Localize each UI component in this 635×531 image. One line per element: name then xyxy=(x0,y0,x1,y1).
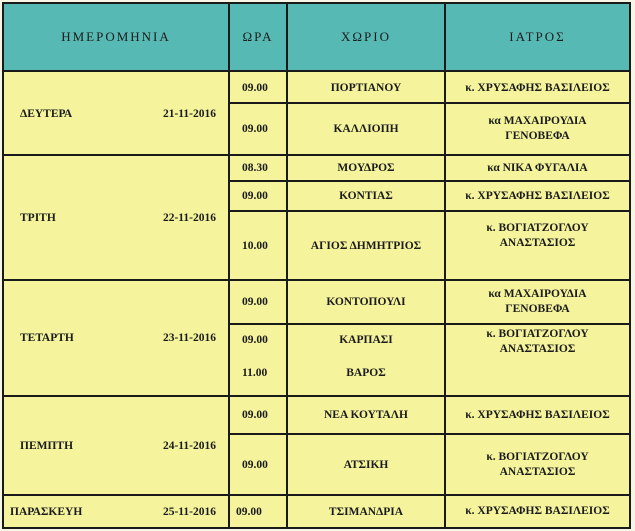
village-cell: ΒΑΡΟΣ xyxy=(346,367,386,379)
day-name: ΠΕΜΠΤΗ xyxy=(20,439,74,452)
time-cell: 09.00 xyxy=(242,458,268,471)
day-name: ΤΡΙΤΗ xyxy=(20,211,56,224)
header-date: ΗΜΕΡΟΜΗΝΙΑ xyxy=(61,29,171,44)
day-row xyxy=(4,156,228,279)
village-cell: ΚΑΡΠΑΣΙ xyxy=(339,334,393,346)
doctor-cell: κ. ΒΟΓΙΑΤΖΟΓΛΟΥ ΑΝΑΣΤΑΣΙΟΣ xyxy=(486,328,589,355)
table-header xyxy=(4,4,629,72)
village-cell: ΤΣΙΜΑΝΔΡΙΑ xyxy=(328,505,404,518)
village-cell: ΚΑΛΛΙΟΠΗ xyxy=(333,123,399,135)
doctor-cell: κ. ΧΡΥΣΑΦΗΣ ΒΑΣΙΛΕΙΟΣ xyxy=(465,505,610,517)
time-cell: 09.00 xyxy=(242,409,268,421)
village-cell: ΜΟΥΔΡΟΣ xyxy=(337,162,395,174)
day-date: 21-11-2016 xyxy=(162,108,216,120)
doctor-cell: κ. ΒΟΓΙΑΤΖΟΓΛΟΥ ΑΝΑΣΤΑΣΙΟΣ xyxy=(486,222,589,249)
header-village: ΧΩΡΙΟ xyxy=(341,29,391,44)
village-cell: ΑΤΣΙΚΗ xyxy=(343,458,389,471)
time-cell: 09.00 xyxy=(242,334,268,346)
doctor-cell: κ. ΧΡΥΣΑΦΗΣ ΒΑΣΙΛΕΙΟΣ xyxy=(465,189,610,202)
day-name: ΔΕΥΤΕΡΑ xyxy=(20,108,73,120)
village-cell: ΚΟΝΤΟΠΟΥΛΙ xyxy=(326,296,406,308)
day-date: 22-11-2016 xyxy=(162,211,216,224)
day-name: ΠΑΡΑΣΚΕΥΗ xyxy=(10,505,83,518)
day-row xyxy=(4,281,228,395)
doctor-cell: κα ΜΑΧΑΙΡΟΥΔΙΑ ΓΕΝΟΒΕΦΑ xyxy=(488,288,587,315)
time-cell: 09.00 xyxy=(242,190,268,202)
day-date: 24-11-2016 xyxy=(162,439,216,452)
day-date: 25-11-2016 xyxy=(162,505,216,518)
doctor-cell: κ. ΧΡΥΣΑΦΗΣ ΒΑΣΙΛΕΙΟΣ xyxy=(465,81,610,94)
day-row xyxy=(4,496,228,527)
time-cell: 09.00 xyxy=(242,82,268,94)
schedule-table xyxy=(2,2,631,529)
doctor-cell: κ. ΒΟΓΙΑΤΖΟΓΛΟΥ ΑΝΑΣΤΑΣΙΟΣ xyxy=(486,450,589,478)
day-name: ΤΕΤΑΡΤΗ xyxy=(20,332,74,344)
time-cell: 09.00 xyxy=(236,505,262,518)
doctor-cell: κα ΝΙΚΑ ΦΥΓΑΛΙΑ xyxy=(487,161,588,174)
village-cell: ΑΓΙΟΣ ΔΗΜΗΤΡΙΟΣ xyxy=(310,239,422,252)
village-cell: ΚΟΝΤΙΑΣ xyxy=(339,190,393,202)
time-cell: 10.00 xyxy=(242,239,268,252)
village-cell: ΝΕΑ ΚΟΥΤΑΛΗ xyxy=(324,409,408,421)
village-cell: ΠΟΡΤΙΑΝΟΥ xyxy=(330,82,402,94)
doctor-cell: κα ΜΑΧΑΙΡΟΥΔΙΑ ΓΕΝΟΒΕΦΑ xyxy=(488,115,587,142)
day-date: 23-11-2016 xyxy=(162,332,216,344)
doctor-cell: κ. ΧΡΥΣΑΦΗΣ ΒΑΣΙΛΕΙΟΣ xyxy=(465,408,610,421)
time-cell: 09.00 xyxy=(242,296,268,308)
day-row xyxy=(4,74,228,154)
header-time: ΩΡΑ xyxy=(242,29,274,44)
time-cell: 09.00 xyxy=(242,123,268,135)
time-cell: 08.30 xyxy=(242,162,268,174)
day-row xyxy=(4,397,228,494)
header-doctor: ΙΑΤΡΟΣ xyxy=(509,29,566,44)
time-cell: 11.00 xyxy=(242,367,268,379)
